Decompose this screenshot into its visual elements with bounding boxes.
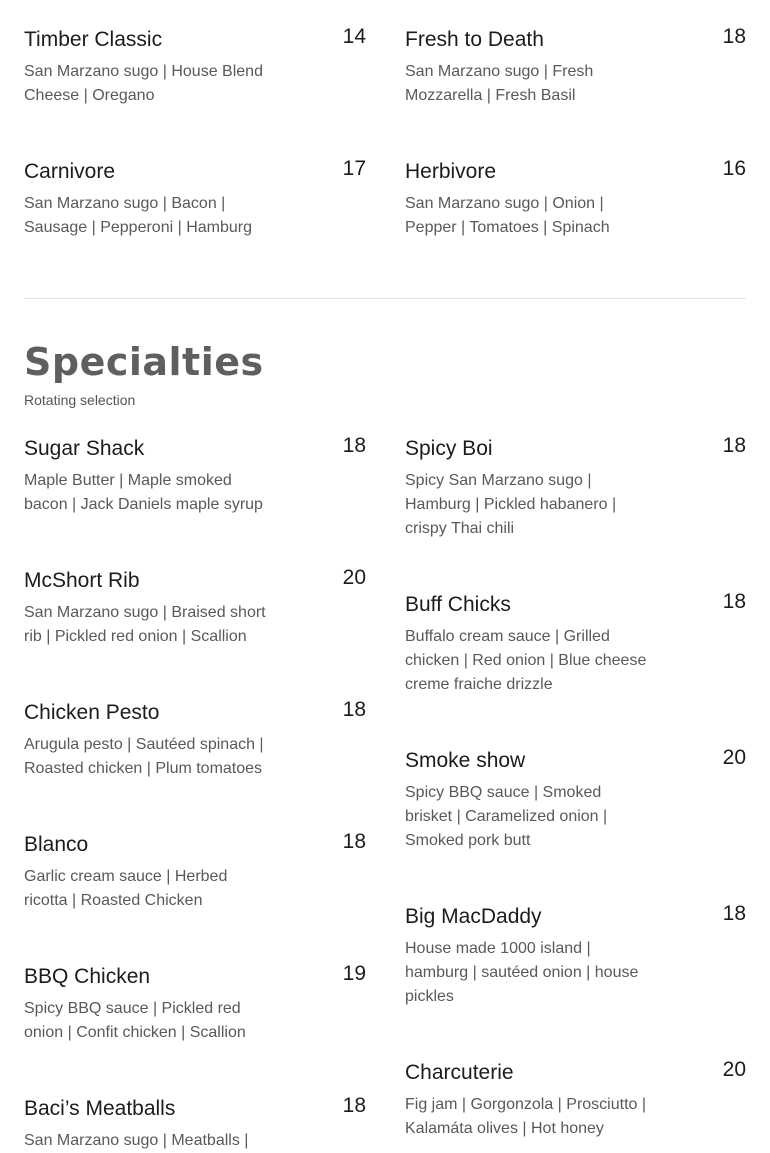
item-price: 18	[342, 1094, 366, 1117]
item-price: 17	[342, 157, 366, 180]
item-name: McShort Rib	[24, 569, 140, 592]
item-description: San Marzano sugo | Bacon | Sausage | Pepperoni | Hamburg	[24, 195, 253, 236]
item-description: San Marzano sugo | Fresh Mozzarella | Fresh Basil	[405, 63, 594, 104]
item-description: Buffalo cream sauce | Grilled chicken | Red onion | Blue cheese creme fraiche drizzle	[405, 628, 647, 693]
item-name: Big MacDaddy	[405, 905, 542, 928]
item-description: San Marzano sugo | Onion | Pepper | Tomatoes | Spinach	[405, 195, 610, 236]
item-description: Garlic cream sauce | Herbed ricotta | Roasted Chicken	[24, 868, 228, 909]
item-name: Timber Classic	[24, 28, 163, 51]
item-price: 18	[722, 434, 746, 457]
item-name: Blanco	[24, 833, 89, 856]
item-price: 19	[342, 962, 366, 985]
item-name: Charcuterie	[405, 1061, 514, 1084]
item-description: Spicy San Marzano sugo | Hamburg | Pickled habanero | crispy Thai chili	[405, 472, 617, 537]
item-price: 16	[722, 157, 746, 180]
item-description: Fig jam | Gorgonzola | Prosciutto | Kalamáta olives | Hot honey	[405, 1096, 647, 1137]
item-description: Arugula pesto | Sautéed spinach | Roasted chicken | Plum tomatoes	[24, 736, 264, 777]
item-price: 18	[342, 830, 366, 853]
item-description: San Marzano sugo | Meatballs |	[24, 1132, 249, 1149]
item-price: 18	[342, 698, 366, 721]
item-name: Herbivore	[405, 160, 497, 183]
item-name: BBQ Chicken	[24, 965, 151, 988]
item-name: Buff Chicks	[405, 593, 511, 616]
item-price: 18	[342, 434, 366, 457]
item-name: Carnivore	[24, 160, 116, 183]
item-price: 20	[722, 1058, 746, 1081]
item-price: 20	[722, 746, 746, 769]
item-name: Fresh to Death	[405, 28, 544, 51]
item-description: House made 1000 island | hamburg | sautéed onion | house pickles	[405, 940, 639, 1005]
section-subtitle: Rotating selection	[24, 392, 136, 408]
item-name: Baci’s Meatballs	[24, 1097, 176, 1120]
item-price: 18	[722, 902, 746, 925]
item-description: San Marzano sugo | House Blend Cheese | Oregano	[24, 63, 263, 104]
section-title: Specialties	[24, 340, 264, 384]
item-name: Smoke show	[405, 749, 526, 772]
item-price: 20	[342, 566, 366, 589]
item-description: Spicy BBQ sauce | Smoked brisket | Caramelized onion | Smoked pork butt	[405, 784, 608, 849]
item-price: 18	[722, 590, 746, 613]
item-name: Chicken Pesto	[24, 701, 160, 724]
item-description: San Marzano sugo | Braised short rib | Pickled red onion | Scallion	[24, 604, 266, 645]
item-description: Maple Butter | Maple smoked bacon | Jack Daniels maple syrup	[24, 472, 263, 513]
section-divider	[24, 298, 746, 299]
item-price: 18	[722, 25, 746, 48]
item-name: Spicy Boi	[405, 437, 493, 460]
item-price: 14	[342, 25, 366, 48]
item-name: Sugar Shack	[24, 437, 145, 460]
item-description: Spicy BBQ sauce | Pickled red onion | Confit chicken | Scallion	[24, 1000, 246, 1041]
